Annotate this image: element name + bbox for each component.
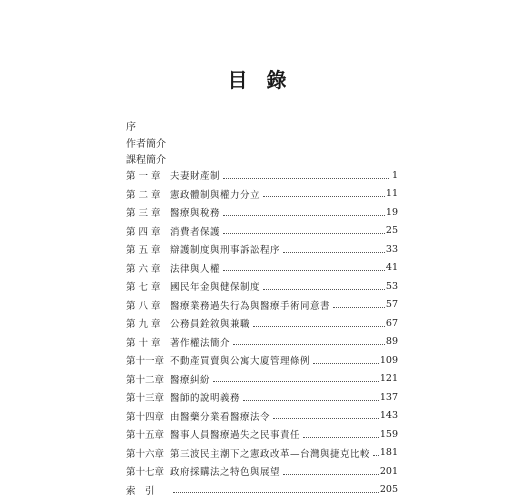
toc-chapter-number: 第十一章 <box>126 356 165 368</box>
toc-dot-leader <box>303 437 379 438</box>
toc-entry <box>126 462 398 481</box>
toc-chapter-number: 第十三章 <box>126 393 165 405</box>
toc-dot-leader <box>243 400 379 401</box>
toc-page-number: 201 <box>379 465 398 477</box>
toc-page-number: 33 <box>385 243 398 255</box>
toc-chapter-title: 辯護制度與刑事訴訟程序 <box>170 245 281 257</box>
toc-entry <box>126 259 398 278</box>
toc-page-number: 41 <box>385 262 398 274</box>
toc-list <box>126 166 398 499</box>
toc-chapter-number: 第 八 章 <box>126 300 161 312</box>
toc-chapter-title: 國民年金與健保制度 <box>170 282 261 294</box>
toc-entry <box>126 444 398 463</box>
toc-chapter-number: 第 十 章 <box>126 337 161 349</box>
front-matter-author-intro: 作者簡介 <box>126 139 166 150</box>
toc-dot-leader <box>223 270 385 271</box>
toc-entry <box>126 407 398 426</box>
toc-chapter-number: 第 五 章 <box>126 245 161 257</box>
toc-chapter-title: 夫妻財產制 <box>170 171 221 183</box>
toc-page-number: 53 <box>385 280 398 292</box>
toc-chapter-title: 憲政體制與權力分立 <box>170 189 261 201</box>
toc-chapter-number: 第十六章 <box>126 448 165 460</box>
front-matter-preface: 序 <box>126 122 136 133</box>
toc-entry <box>126 296 398 315</box>
toc-page-number: 137 <box>379 391 398 403</box>
toc-entry <box>126 203 398 222</box>
toc-chapter-number: 第十七章 <box>126 467 165 479</box>
toc-chapter-title: 醫療業務過失行為與醫療手術同意書 <box>170 300 331 312</box>
toc-chapter-title: 政府採購法之特色與展望 <box>170 467 281 479</box>
toc-dot-leader <box>333 307 385 308</box>
toc-dot-leader <box>283 252 385 253</box>
toc-dot-leader <box>283 474 379 475</box>
toc-entry <box>126 351 398 370</box>
toc-chapter-title: 由醫藥分業看醫療法令 <box>170 411 271 423</box>
toc-dot-leader <box>313 363 379 364</box>
toc-chapter-number: 第 二 章 <box>126 189 161 201</box>
toc-dot-leader <box>263 196 385 197</box>
toc-dot-leader <box>233 344 385 345</box>
toc-chapter-number: 第 七 章 <box>126 282 161 294</box>
page-title: 目 錄 <box>227 68 293 92</box>
toc-chapter-title: 公務員銓敘與兼職 <box>170 319 251 331</box>
toc-chapter-number: 索 引 <box>126 485 155 497</box>
toc-chapter-title: 第三波民主潮下之憲政改革—台灣與捷克比較 <box>170 448 371 460</box>
toc-entry <box>126 185 398 204</box>
toc-entry <box>126 481 398 500</box>
toc-dot-leader <box>223 215 385 216</box>
toc-dot-leader <box>373 455 379 456</box>
toc-chapter-title: 醫療糾紛 <box>170 374 211 386</box>
toc-dot-leader <box>223 233 385 234</box>
toc-entry <box>126 222 398 241</box>
toc-page-number: 25 <box>385 225 398 237</box>
toc-chapter-title: 醫事人員醫療過失之民事責任 <box>170 430 301 442</box>
toc-chapter-number: 第 六 章 <box>126 263 161 275</box>
toc-page-number: 159 <box>379 428 398 440</box>
toc-dot-leader <box>263 289 385 290</box>
toc-chapter-title: 不動產買賣與公寓大廈管理條例 <box>170 356 311 368</box>
toc-chapter-title: 法律與人權 <box>170 263 221 275</box>
toc-chapter-number: 第 一 章 <box>126 171 161 183</box>
toc-page-number: 19 <box>385 206 398 218</box>
toc-entry <box>126 166 398 185</box>
toc-page-number: 205 <box>379 484 398 496</box>
toc-chapter-number: 第 三 章 <box>126 208 161 220</box>
toc-page-number: 181 <box>379 447 398 459</box>
toc-chapter-number: 第 九 章 <box>126 319 161 331</box>
toc-dot-leader <box>223 178 389 179</box>
toc-chapter-title: 醫療與稅務 <box>170 208 221 220</box>
toc-page-number: 57 <box>385 299 398 311</box>
toc-page-number: 143 <box>379 410 398 422</box>
toc-chapter-number: 第十二章 <box>126 374 165 386</box>
toc-dot-leader <box>173 492 379 493</box>
toc-entry <box>126 277 398 296</box>
toc-chapter-title: 著作權法簡介 <box>170 337 231 349</box>
toc-chapter-number: 第十四章 <box>126 411 165 423</box>
toc-page-number: 121 <box>379 373 398 385</box>
toc-page-number: 89 <box>385 336 398 348</box>
front-matter-course-intro: 課程簡介 <box>126 155 166 166</box>
toc-dot-leader <box>213 381 379 382</box>
toc-chapter-number: 第 四 章 <box>126 226 161 238</box>
toc-chapter-title: 醫師的說明義務 <box>170 393 241 405</box>
toc-entry <box>126 314 398 333</box>
toc-chapter-number: 第十五章 <box>126 430 165 442</box>
toc-entry <box>126 370 398 389</box>
toc-page-number: 11 <box>385 188 398 200</box>
toc-entry <box>126 388 398 407</box>
toc-page-number: 67 <box>385 317 398 329</box>
toc-chapter-title: 消費者保護 <box>170 226 221 238</box>
toc-dot-leader <box>273 418 379 419</box>
toc-page-number: 109 <box>379 354 398 366</box>
toc-entry <box>126 425 398 444</box>
toc-dot-leader <box>253 326 385 327</box>
toc-entry <box>126 333 398 352</box>
toc-page-number: 1 <box>391 169 398 181</box>
toc-entry <box>126 240 398 259</box>
